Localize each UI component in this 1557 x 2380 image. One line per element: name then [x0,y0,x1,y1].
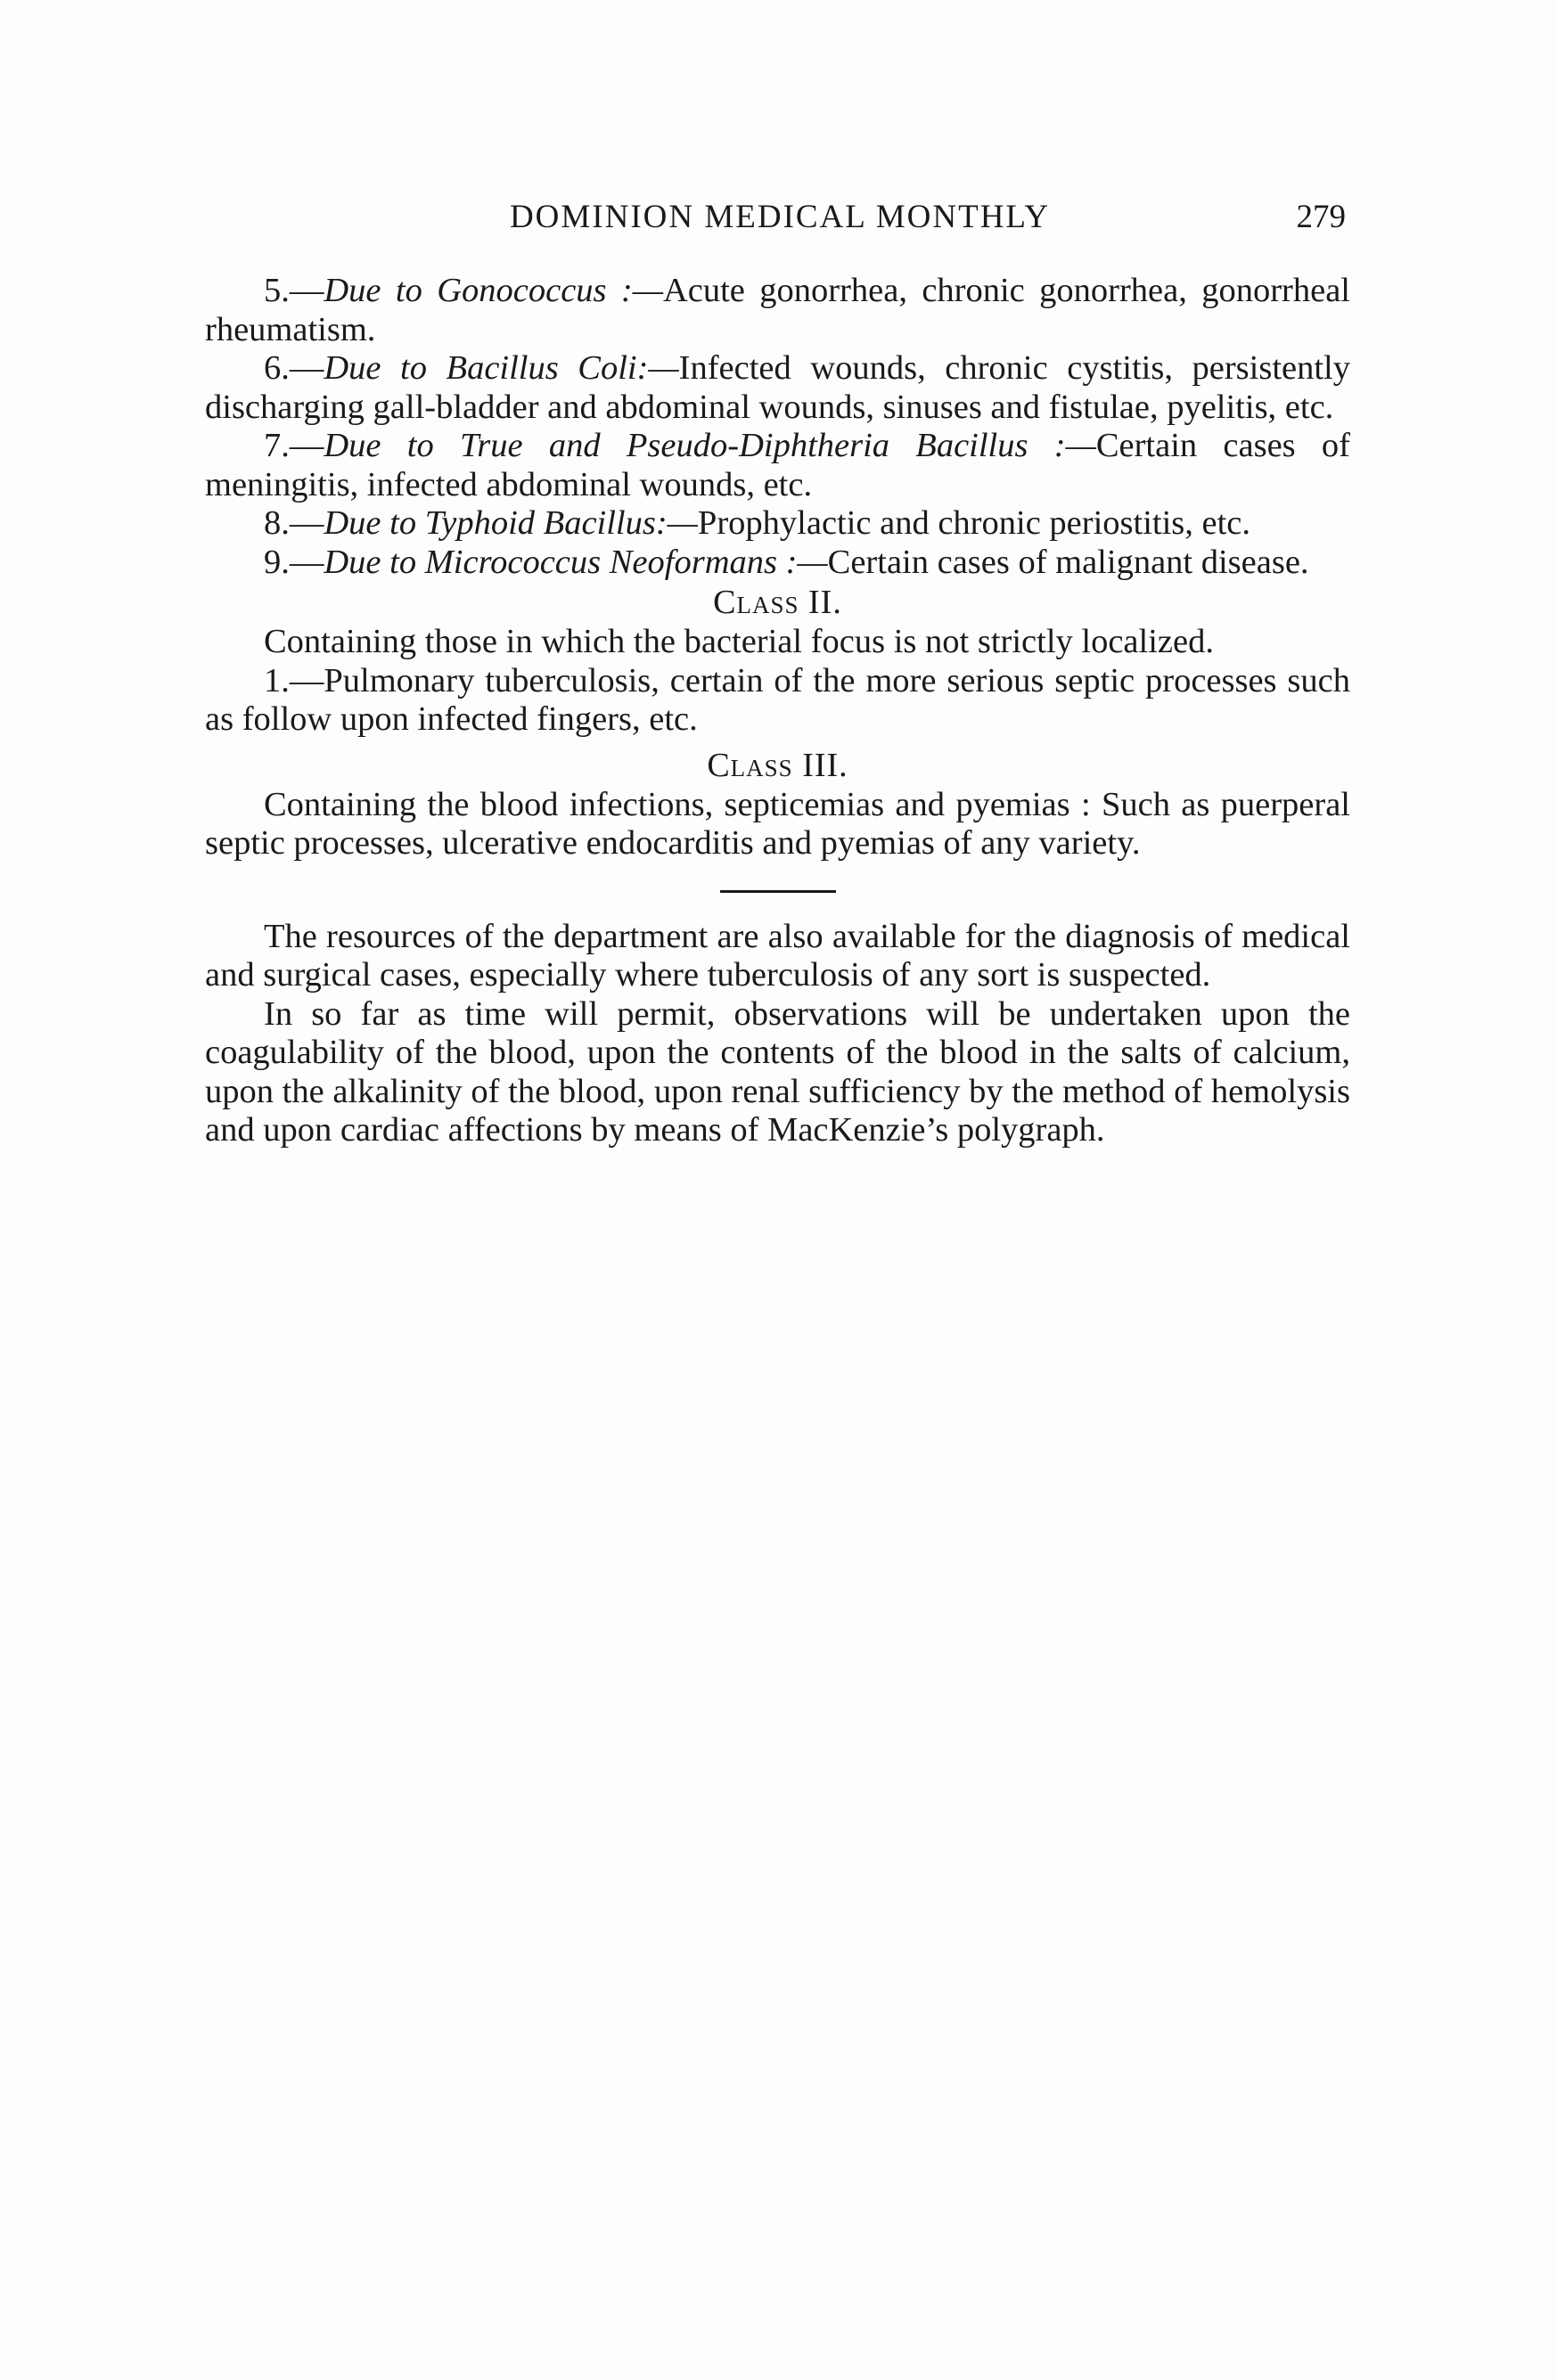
item-number: 6.— [264,349,324,387]
item-number: 7.— [264,427,324,464]
item-label: Due to Typhoid Bacillus:— [324,504,698,542]
class-three-heading: Class III. [707,746,848,784]
class-three-description: Containing the blood infections, septicemias and pyemias : Such as puerperal septic processes, ulcerative endocarditis and pyemias of any variety. [205,785,1350,862]
page-number: 279 [1296,199,1346,235]
item-label: Due to Bacillus Coli:— [324,349,679,387]
item-text: Infected wounds, chronic cystitis, persistently discharging gall-bladder and abdominal wounds, sinuses and fistulae, pyelitis, etc. [205,349,1350,426]
item-label: Due to True and Pseudo-Diphtheria Bacillus :— [324,427,1096,464]
list-item-6 [205,349,1350,427]
item-number: 8.— [264,504,324,542]
item-text: Certain cases of malignant disease. [827,543,1309,581]
list-item-7 [205,427,1350,504]
item-text: Acute gonorrhea, chronic gonorrhea, gonorrheal rheumatism. [205,272,1350,348]
item-text: Prophylactic and chronic periostitis, etc. [697,504,1251,542]
section-divider [720,890,836,893]
body-text [205,272,1350,1150]
list-item-5 [205,272,1350,349]
closing-paragraph-1: The resources of the department are also available for the diagnosis of medical and surgical cases, especially where tuberculosis of any sort is suspected. [205,917,1350,994]
closing-paragraph-2: In so far as time will permit, observations will be undertaken upon the coagulability of the blood, upon the contents of the blood in the salts of calcium, upon the alkalinity of the blood, upon renal sufficiency by the method of hemolysis and upon cardiac affections by means of MacKenzie’s polygraph. [205,994,1350,1149]
class-two-item: 1.—Pulmonary tuberculosis, certain of the more serious septic processes such as follow upon infected fingers, etc. [205,661,1350,738]
item-label: Due to Micrococcus Neoformans :— [324,543,828,581]
list-item-8 [205,504,1350,544]
running-head [205,198,1355,242]
class-two-description: Containing those in which the bacterial focus is not strictly localized. [264,623,1214,660]
list-item-9 [205,544,1350,583]
class-two-heading: Class II. [713,584,842,621]
item-label: Due to Gonococcus :— [324,272,663,309]
journal-title: DOMINION MEDICAL MONTHLY [509,199,1051,235]
item-text: Certain cases of meningitis, infected abdominal wounds, etc. [205,427,1350,503]
item-number: 5.— [264,272,324,309]
item-number: 9.— [264,543,324,581]
